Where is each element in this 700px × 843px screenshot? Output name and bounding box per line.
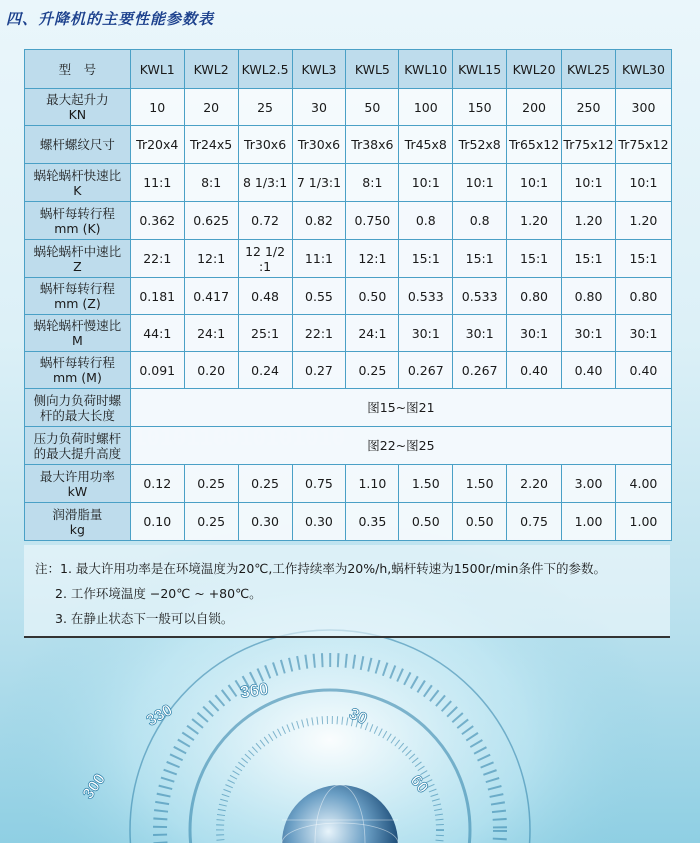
header-model-kwl25: KWL25 [562, 50, 616, 89]
row-label [25, 126, 131, 164]
spec-table [24, 49, 672, 541]
table-cell: 7 1/3:1 [292, 164, 346, 202]
table-cell: 15:1 [453, 240, 507, 278]
table-cell: 15:1 [615, 240, 671, 278]
table-cell: 0.625 [184, 202, 238, 240]
table-cell: 1.50 [453, 465, 507, 503]
table-cell: 0.25 [346, 352, 399, 389]
table-cell: 25:1 [238, 315, 292, 352]
table-cell: 0.20 [184, 352, 238, 389]
row-label-line: 蜗杆每转行程 [39, 355, 115, 370]
table-span-cell: 图22~图25 [130, 427, 671, 465]
table-cell: 0.8 [399, 202, 453, 240]
table-cell: 1.50 [399, 465, 453, 503]
table-cell: 10:1 [399, 164, 453, 202]
table-cell: 0.72 [238, 202, 292, 240]
table-row [25, 278, 672, 315]
row-label [25, 89, 131, 126]
table-row [25, 164, 672, 202]
note-line-1: 注：1. 最大许用功率是在环境温度为20℃,工作持续率为20%/h,蜗杆转速为1500r/min条件下的参数。 [35, 561, 606, 576]
table-cell: 300 [615, 89, 671, 126]
table-cell: 1.00 [562, 503, 616, 541]
table-cell: Tr75x12 [615, 126, 671, 164]
table-cell: 0.24 [238, 352, 292, 389]
row-label [25, 389, 131, 427]
row-label-line: kW [67, 483, 88, 499]
row-label [25, 240, 131, 278]
table-cell: 0.267 [453, 352, 507, 389]
row-label [25, 278, 131, 315]
table-cell: 22:1 [130, 240, 184, 278]
header-model-kwl30: KWL30 [615, 50, 671, 89]
row-label [25, 465, 131, 503]
table-row [25, 352, 672, 389]
table-cell: 1.20 [507, 202, 562, 240]
table-cell: 0.30 [238, 503, 292, 541]
table-cell: 24:1 [184, 315, 238, 352]
table-cell: Tr38x6 [346, 126, 399, 164]
table-cell: 20 [184, 89, 238, 126]
table-cell: 30:1 [507, 315, 562, 352]
table-cell: 15:1 [562, 240, 616, 278]
table-cell: 30:1 [615, 315, 671, 352]
table-cell: 0.40 [615, 352, 671, 389]
header-model-kwl2: KWL2 [184, 50, 238, 89]
dial-label-60: 60 [406, 772, 432, 797]
notes-section [24, 545, 670, 638]
row-label-line: 的最大提升高度 [33, 445, 122, 461]
header-model-kwl5: KWL5 [346, 50, 399, 89]
table-cell: Tr45x8 [399, 126, 453, 164]
table-cell: 0.25 [184, 465, 238, 503]
header-model-kwl2.5: KWL2.5 [238, 50, 292, 89]
table-cell: 12:1 [184, 240, 238, 278]
table-cell: 0.50 [399, 503, 453, 541]
row-label-line: mm (M) [52, 370, 102, 385]
table-cell: 24:1 [346, 315, 399, 352]
table-header-row [25, 50, 672, 89]
table-cell: 10:1 [507, 164, 562, 202]
table-cell: 0.75 [292, 465, 346, 503]
row-label-line: 侧向力负荷时螺 [33, 392, 122, 408]
row-label [25, 164, 131, 202]
table-cell: 2.20 [507, 465, 562, 503]
table-cell: 1.10 [346, 465, 399, 503]
table-cell: 1.00 [615, 503, 671, 541]
table-cell: Tr24x5 [184, 126, 238, 164]
row-label-line: mm (Z) [54, 296, 101, 311]
table-cell: 0.80 [507, 278, 562, 315]
table-cell: 0.75 [507, 503, 562, 541]
table-cell: 0.533 [453, 278, 507, 315]
table-cell: 0.40 [562, 352, 616, 389]
table-cell: 0.55 [292, 278, 346, 315]
table-cell: 0.10 [130, 503, 184, 541]
table-cell: Tr20x4 [130, 126, 184, 164]
table-row [25, 89, 672, 126]
header-model-kwl20: KWL20 [507, 50, 562, 89]
row-label [25, 315, 131, 352]
table-cell: 22:1 [292, 315, 346, 352]
row-label [25, 352, 131, 389]
dial-label-30: 30 [346, 705, 370, 729]
row-label-line: 蜗轮蜗杆慢速比 [33, 318, 122, 333]
table-cell: 0.35 [346, 503, 399, 541]
dial-label-330: 330 [143, 701, 176, 730]
table-cell: 0.533 [399, 278, 453, 315]
table-cell: 10:1 [615, 164, 671, 202]
row-label-line: 压力负荷时螺杆 [33, 430, 122, 446]
table-row [25, 503, 672, 541]
table-cell: 15:1 [399, 240, 453, 278]
table-cell: 200 [507, 89, 562, 126]
row-label-line: 杆的最大长度 [39, 407, 115, 423]
row-label-line: 蜗杆每转行程 [39, 281, 115, 296]
table-cell: 15:1 [507, 240, 562, 278]
row-label-line: mm (K) [54, 220, 101, 236]
table-cell: 12 1/2 :1 [238, 240, 292, 278]
header-model-kwl1: KWL1 [130, 50, 184, 89]
table-cell: 0.12 [130, 465, 184, 503]
table-cell: 30:1 [453, 315, 507, 352]
note-line-3: 3. 在静止状态下一般可以自锁。 [55, 611, 234, 626]
row-label-line: K [73, 182, 82, 198]
row-label-line: KN [68, 107, 87, 122]
table-cell: 0.362 [130, 202, 184, 240]
table-cell: 0.50 [453, 503, 507, 541]
table-cell: 10:1 [562, 164, 616, 202]
table-cell: 0.27 [292, 352, 346, 389]
table-cell: 0.48 [238, 278, 292, 315]
row-label-line: M [72, 333, 83, 348]
table-cell: 11:1 [130, 164, 184, 202]
table-cell: 8:1 [346, 164, 399, 202]
table-cell: 30:1 [399, 315, 453, 352]
table-cell: 8 1/3:1 [238, 164, 292, 202]
table-cell: 0.80 [562, 278, 616, 315]
table-row [25, 465, 672, 503]
table-cell: 0.25 [184, 503, 238, 541]
table-cell: Tr52x8 [453, 126, 507, 164]
row-label [25, 503, 131, 541]
table-cell: Tr65x12 [507, 126, 562, 164]
row-label-line: 螺杆螺纹尺寸 [39, 137, 115, 152]
spec-table-container [24, 49, 672, 541]
row-label-line: 最大许用功率 [39, 468, 115, 484]
page-title: 四、升降机的主要性能参数表 [6, 10, 215, 28]
note-line-2: 2. 工作环境温度 −20℃ ~ +80℃。 [55, 586, 262, 601]
table-cell: 100 [399, 89, 453, 126]
table-cell: 12:1 [346, 240, 399, 278]
table-cell: 44:1 [130, 315, 184, 352]
table-cell: 0.267 [399, 352, 453, 389]
table-row [25, 315, 672, 352]
table-row [25, 202, 672, 240]
table-cell: 11:1 [292, 240, 346, 278]
table-cell: 1.20 [615, 202, 671, 240]
table-cell: 0.750 [346, 202, 399, 240]
table-cell: 0.82 [292, 202, 346, 240]
table-cell: 0.30 [292, 503, 346, 541]
row-label-line: 蜗杆每转行程 [39, 205, 115, 221]
dial-label-300: 300 [79, 770, 110, 803]
table-cell: 10 [130, 89, 184, 126]
row-label [25, 427, 131, 465]
table-cell: 250 [562, 89, 616, 126]
table-cell: 4.00 [615, 465, 671, 503]
table-cell: 0.8 [453, 202, 507, 240]
table-cell: 0.091 [130, 352, 184, 389]
table-row [25, 389, 672, 427]
table-cell: Tr30x6 [292, 126, 346, 164]
row-label-line: kg [69, 521, 85, 537]
row-label-line: 蜗轮蜗杆快速比 [33, 167, 122, 183]
row-label-line: 最大起升力 [46, 92, 109, 107]
table-cell: 0.417 [184, 278, 238, 315]
row-label-line: 润滑脂量 [52, 506, 103, 522]
table-cell: 0.80 [615, 278, 671, 315]
header-model-label: 型 号 [25, 50, 131, 89]
row-label [25, 202, 131, 240]
table-row [25, 126, 672, 164]
header-model-kwl10: KWL10 [399, 50, 453, 89]
table-cell: 0.50 [346, 278, 399, 315]
table-cell: 10:1 [453, 164, 507, 202]
row-label-line: 蜗轮蜗杆中速比 [33, 243, 122, 259]
table-cell: 0.40 [507, 352, 562, 389]
row-label-line: Z [73, 258, 82, 274]
header-model-kwl15: KWL15 [453, 50, 507, 89]
table-cell: 25 [238, 89, 292, 126]
dial-label-360: 360 [238, 679, 270, 702]
table-cell: 50 [346, 89, 399, 126]
table-cell: 3.00 [562, 465, 616, 503]
table-cell: Tr30x6 [238, 126, 292, 164]
table-row [25, 240, 672, 278]
table-cell: 30:1 [562, 315, 616, 352]
table-cell: 30 [292, 89, 346, 126]
header-model-kwl3: KWL3 [292, 50, 346, 89]
table-cell: Tr75x12 [562, 126, 616, 164]
table-cell: 0.181 [130, 278, 184, 315]
table-cell: 0.25 [238, 465, 292, 503]
table-cell: 150 [453, 89, 507, 126]
table-cell: 1.20 [562, 202, 616, 240]
table-span-cell: 图15~图21 [130, 389, 671, 427]
table-row [25, 427, 672, 465]
table-cell: 8:1 [184, 164, 238, 202]
